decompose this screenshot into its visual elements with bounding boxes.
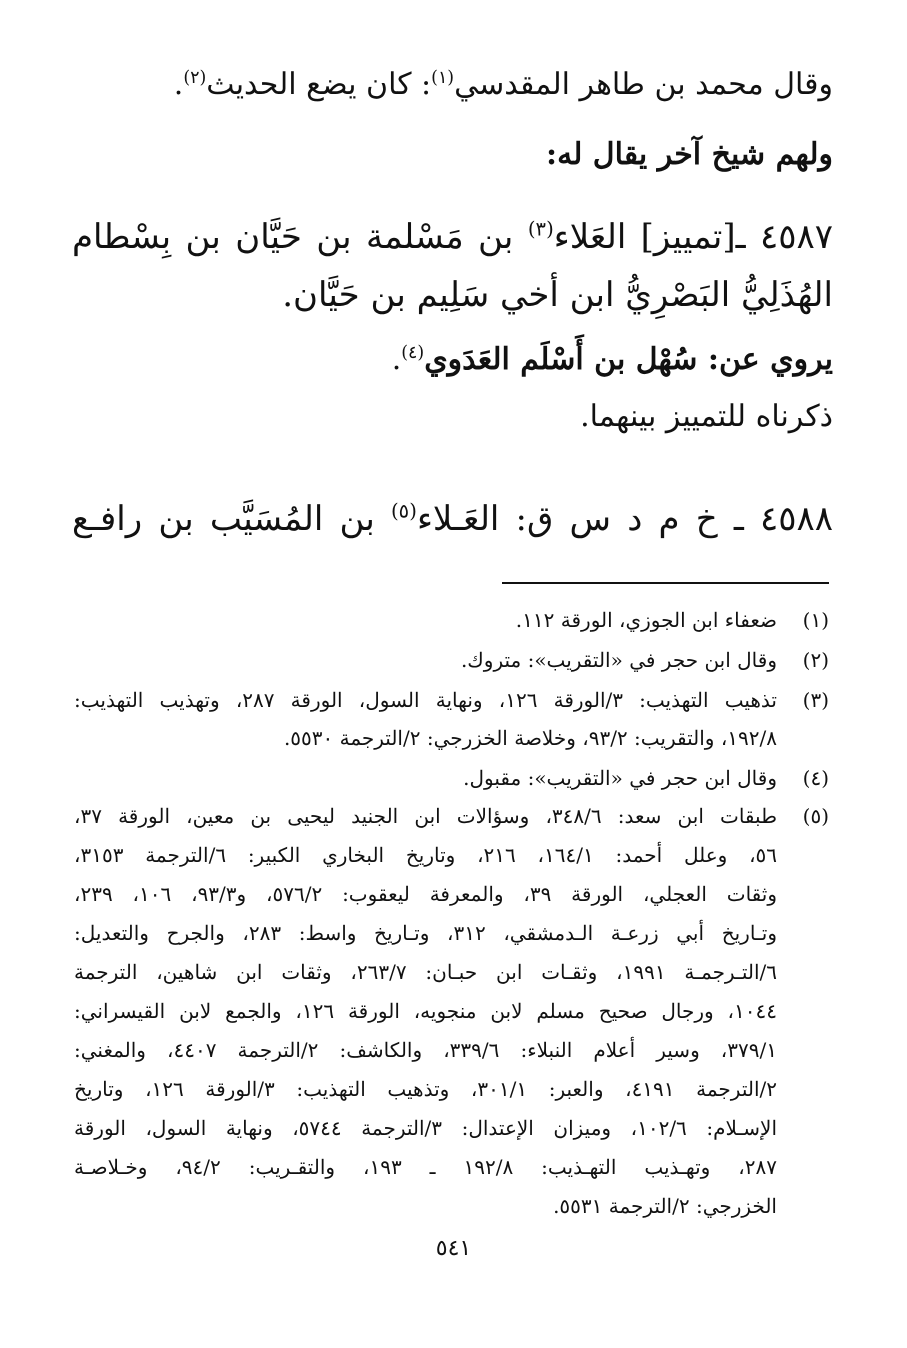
footnote-line: ضعفاء ابن الجوزي، الورقة ١١٢. (515, 608, 777, 632)
footnote-line: ٣٧٩/١، وسير أعلام النبلاء: ٣٣٩/٦، والكاشف: ٢/الترجمة ٤٤٠٧، والمغني: (74, 1038, 777, 1062)
footnote-line: الخزرجي: ٢/الترجمة ٥٥٣١. (553, 1194, 777, 1218)
entry-narrates-from (72, 342, 833, 377)
entry-heading-4587 (72, 217, 833, 257)
footnote-ref: (٣) (527, 217, 554, 241)
footnote-line: طبقات ابن سعد: ٣٤٨/٦، وسؤالات ابن الجنيد ليحيى بن معين، الورقة ٣٧، (74, 804, 777, 828)
footnote-line: وقال ابن حجر في «التقريب»: متروك. (460, 648, 777, 672)
footnote-line: ١٠٤٤، ورجال صحيح مسلم لابن منجويه، الورقة ١٢٦، والجمع لابن القيسراني: (74, 999, 777, 1023)
footnote-ref: (١) (431, 68, 455, 88)
footnote-number: (٣) (802, 688, 829, 712)
footnote-number: (٤) (802, 766, 829, 790)
entry-note: ذكرناه للتمييز بينهما. (580, 399, 833, 434)
text-segment: . (173, 67, 184, 102)
footnote-number: (٢) (802, 648, 829, 672)
entry-lineage: بن المُسَيَّب بن رافـع (72, 499, 375, 539)
footnote-line: ٦/التـرجمـة ١٩٩١، وثقـات ابن حبـان: ٢٦٣/٧، وثقات ابن شاهين، الترجمة (74, 960, 777, 984)
entry-number-and-name: ٤٥٨٧ ـ[تمييز] العَلاء (553, 217, 833, 257)
footnote-line: وتـاريخ أبي زرعـة الـدمشقي، ٣١٢، وتـاريخ واسط: ٢٨٣، والجرح والتعديل: (74, 921, 777, 945)
footnote-ref: (٥) (390, 499, 417, 523)
footnote-line: وثقات العجلي، الورقة ٣٩، والمعرفة ليعقوب: ٥٧٦/٢، و٩٣/٣، ١٠٦، ٢٣٩، (74, 882, 778, 906)
footnote-ref: (٢) (183, 68, 207, 88)
footnote-line: ١٩٢/٨، والتقريب: ٩٣/٢، وخلاصة الخزرجي: ٢/الترجمة ٥٥٣٠. (283, 726, 777, 750)
footnote-line: ٥٦، وعلل أحمد: ١٦٤/١، ٢١٦، وتاريخ البخاري الكبير: ٦/الترجمة ٣١٥٣، (74, 843, 778, 867)
text-segment: . (391, 342, 402, 377)
footnote-line: ٢/الترجمة ٤١٩١، والعبر: ٣٠١/١، وتذهيب التهذيب: ٣/الورقة ١٢٦، وتاريخ (74, 1077, 778, 1101)
page-number: ٥٤١ (435, 1236, 472, 1261)
entry-lineage: بن مَسْلمة بن حَيَّان بن بِسْطام (72, 217, 514, 257)
footnote-line: الإسـلام: ١٠٢/٦، وميزان الإعتدال: ٣/الترجمة ٥٧٤٤، ونهاية السول، الورقة (74, 1116, 777, 1140)
section-heading: ولهم شيخ آخر يقال له: (546, 137, 833, 172)
footnote-separator (502, 582, 829, 584)
footnote-line: ٢٨٧، وتهـذيب التهـذيب: ١٩٢/٨ ـ ١٩٣، والتقـريب: ٩٤/٢، وخـلاصـة (74, 1155, 777, 1179)
text-line-attribution (72, 67, 833, 102)
text-segment: يروي عن: سُهْل بن أَسْلَم العَدَوي (424, 342, 833, 377)
footnote-number: (٥) (802, 804, 829, 828)
footnote-ref: (٤) (401, 343, 425, 363)
footnote-number: (١) (802, 608, 829, 632)
text-segment: : كان يضع الحديث (206, 67, 432, 102)
entry-heading-4588 (72, 499, 833, 539)
entry-lineage-line: الهُذَلِيُّ البَصْرِيُّ ابن أخي سَلِيم بن حَيَّان. (282, 275, 833, 315)
text-segment: وقال محمد بن طاهر المقدسي (454, 67, 833, 102)
footnote-line: تذهيب التهذيب: ٣/الورقة ١٢٦، ونهاية السول، الورقة ٢٨٧، وتهذيب التهذيب: (74, 688, 777, 712)
entry-number-and-name: ٤٥٨٨ ـ خ م د س ق: العَـلاء (416, 499, 833, 539)
footnote-line: وقال ابن حجر في «التقريب»: مقبول. (463, 766, 777, 790)
